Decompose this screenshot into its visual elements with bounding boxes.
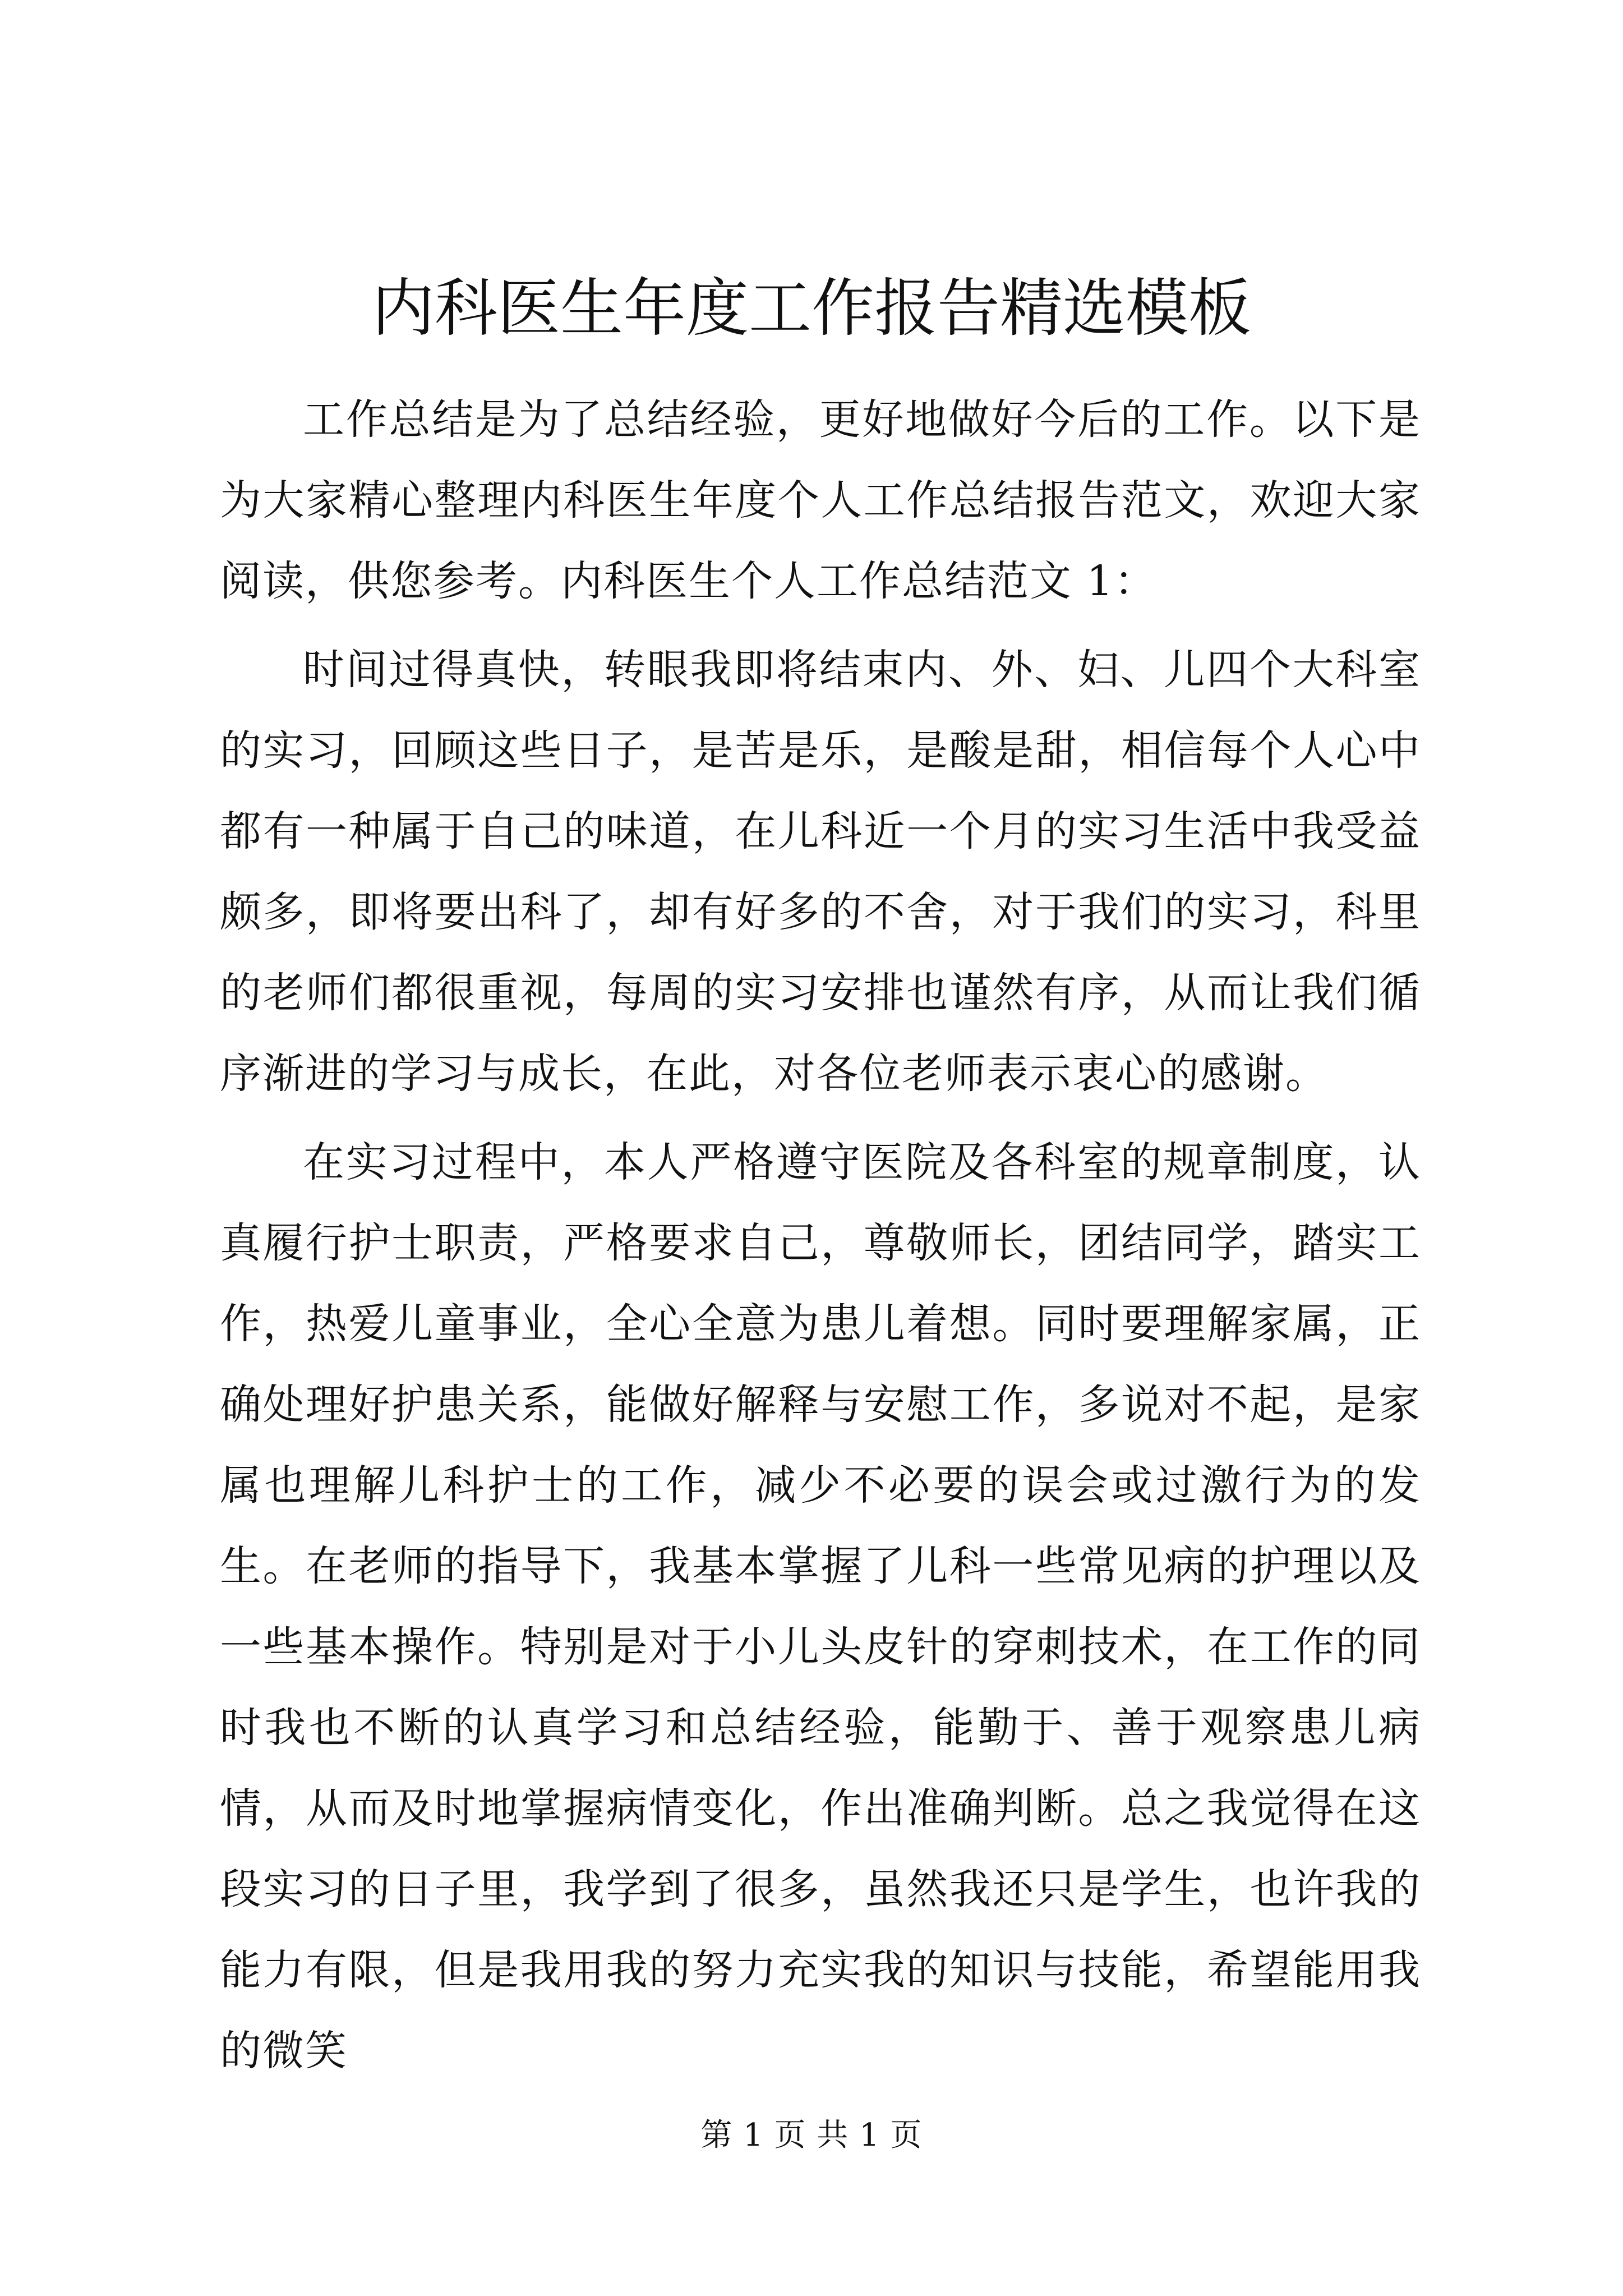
paragraph-internship-process: 在实习过程中，本人严格遵守医院及各科室的规章制度，认真履行护士职责，严格要求自己，尊敬师长，团结同学，踏实工作，热爱儿童事业，全心全意为患儿着想。同时要理解家属，正确处理好护患关系，能做好解释与安慰工作，多说对不起，是家属也理解儿科护士的工作，减少不必要的误会或过激行为的发生。在老师的指导下，我基本掌握了儿科一些常见病的护理以及一些基本操作。特别是对于小儿头皮针的穿刺技术，在工作的同时我也不断的认真学习和总结经验，能勤于、善于观察患儿病情，从而及时地掌握病情变化，作出准确判断。总之我觉得在这段实习的日子里，我学到了很多，虽然我还只是学生，也许我的能力有限，但是我用我的努力充实我的知识与技能，希望能用我的微笑	[220, 1138, 1421, 2075]
document-body	[220, 379, 1421, 2091]
page-number-footer: 第 1 页 共 1 页	[700, 2117, 923, 2154]
document-title: 内科医生年度工作报告精选模板	[372, 272, 1251, 345]
paragraph-internship-review: 时间过得真快，转眼我即将结束内、外、妇、儿四个大科室的实习，回顾这些日子，是苦是乐，是酸是甜，相信每个人心中都有一种属于自己的味道，在儿科近一个月的实习生活中我受益颇多，即将要出科了，却有好多的不舍，对于我们的实习，科里的老师们都很重视，每周的实习安排也谨然有序，从而让我们循序渐进的学习与成长，在此，对各位老师表示衷心的感谢。	[220, 646, 1421, 1098]
paragraph-intro: 工作总结是为了总结经验，更好地做好今后的工作。以下是为大家精心整理内科医生年度个人工作总结报告范文，欢迎大家阅读，供您参考。内科医生个人工作总结范文 1：	[220, 395, 1421, 605]
